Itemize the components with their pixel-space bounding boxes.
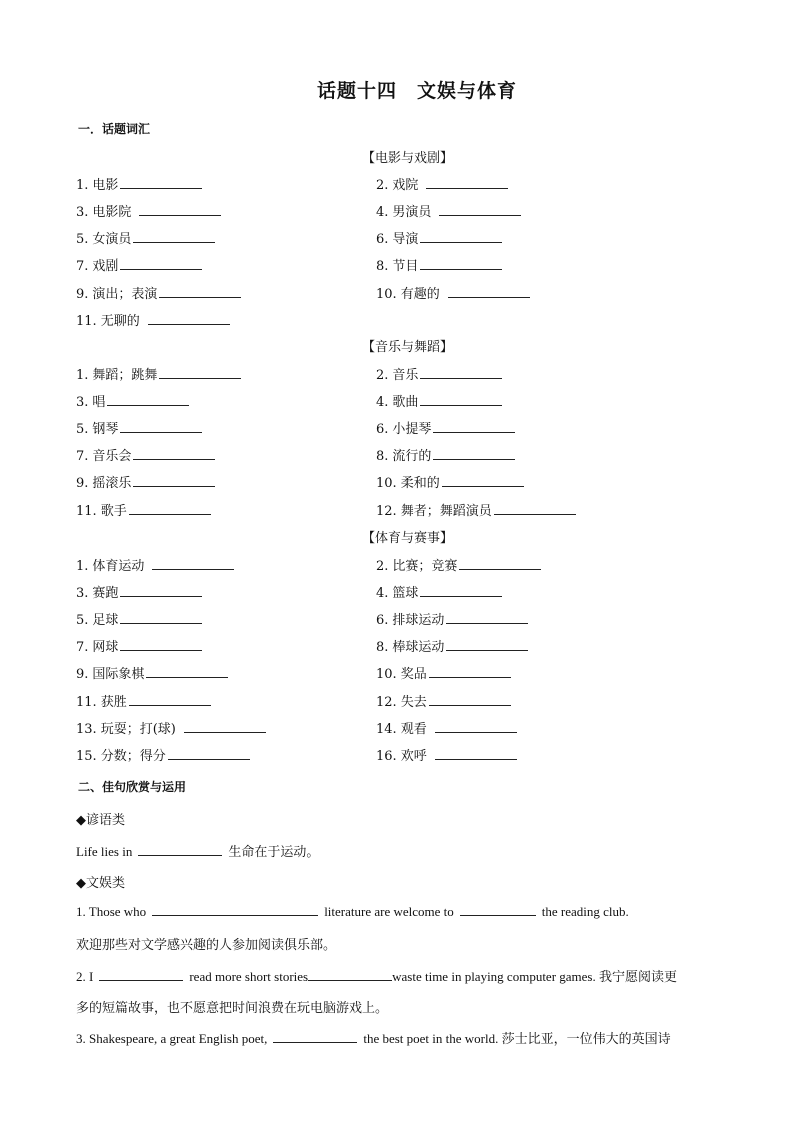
vocab-item: 5. 足球 <box>76 609 202 628</box>
answer-blank[interactable] <box>433 447 515 460</box>
answer-blank[interactable] <box>152 903 318 916</box>
answer-blank[interactable] <box>120 584 202 597</box>
answer-blank[interactable] <box>120 611 202 624</box>
answer-blank[interactable] <box>159 366 241 379</box>
answer-blank[interactable] <box>99 968 183 981</box>
vocab-item: 11. 歌手 <box>76 500 211 519</box>
answer-blank[interactable] <box>460 903 536 916</box>
vocab-item: 9. 演出；表演 <box>76 283 241 302</box>
vocab-item: 6. 小提琴 <box>376 418 515 437</box>
answer-blank[interactable] <box>446 611 528 624</box>
vocab-item: 1. 体育运动 <box>76 555 234 574</box>
vocab-item: 2. 比赛；竞赛 <box>376 555 541 574</box>
answer-blank[interactable] <box>146 665 228 678</box>
answer-blank[interactable] <box>129 502 211 515</box>
vocab-item: 3. 赛跑 <box>76 582 202 601</box>
answer-blank[interactable] <box>435 720 517 733</box>
answer-blank[interactable] <box>442 474 524 487</box>
answer-blank[interactable] <box>133 474 215 487</box>
answer-blank[interactable] <box>426 176 508 189</box>
vocab-item: 11. 获胜 <box>76 691 211 710</box>
vocab-item: 12. 舞者；舞蹈演员 <box>376 500 576 519</box>
answer-blank[interactable] <box>120 257 202 270</box>
vocab-item: 2. 戏院 <box>376 174 508 193</box>
answer-blank[interactable] <box>139 203 221 216</box>
section1-heading: 一．话题词汇 <box>78 122 151 136</box>
vocab-item: 13. 玩耍；打(球) <box>76 718 266 737</box>
answer-blank[interactable] <box>138 843 222 856</box>
sentence-2: 2. I read more short stories waste time in playing computer games. 我宁愿阅读更 <box>76 969 677 984</box>
answer-blank[interactable] <box>429 693 511 706</box>
answer-blank[interactable] <box>120 638 202 651</box>
vocab-item: 7. 戏剧 <box>76 255 202 274</box>
answer-blank[interactable] <box>133 447 215 460</box>
vocab-item: 2. 音乐 <box>376 364 502 383</box>
vocab-item: 3. 电影院 <box>76 201 221 220</box>
vocab-item: 1. 电影 <box>76 174 202 193</box>
sentence-2-translation: 多的短篇故事，也不愿意把时间浪费在玩电脑游戏上。 <box>76 1001 389 1016</box>
answer-blank[interactable] <box>152 557 234 570</box>
vocab-item: 14. 观看 <box>376 718 517 737</box>
answer-blank[interactable] <box>446 638 528 651</box>
answer-blank[interactable] <box>459 557 541 570</box>
answer-blank[interactable] <box>120 176 202 189</box>
vocab-item: 10. 柔和的 <box>376 472 524 491</box>
answer-blank[interactable] <box>129 693 211 706</box>
answer-blank[interactable] <box>273 1030 357 1043</box>
answer-blank[interactable] <box>420 366 502 379</box>
vocab-item: 5. 女演员 <box>76 228 215 247</box>
vocab-item: 8. 棒球运动 <box>376 636 528 655</box>
page-title: 话题十四 文娱与体育 <box>316 80 517 102</box>
culture-label: ◆文娱类 <box>76 876 125 891</box>
vocab-item: 5. 钢琴 <box>76 418 202 437</box>
answer-blank[interactable] <box>494 502 576 515</box>
answer-blank[interactable] <box>308 968 392 981</box>
vocab-item: 1. 舞蹈；跳舞 <box>76 364 241 383</box>
vocab-item: 10. 奖品 <box>376 663 511 682</box>
vocab-item: 9. 国际象棋 <box>76 663 228 682</box>
answer-blank[interactable] <box>420 584 502 597</box>
answer-blank[interactable] <box>433 420 515 433</box>
vocab-item: 4. 男演员 <box>376 201 521 220</box>
answer-blank[interactable] <box>159 285 241 298</box>
answer-blank[interactable] <box>435 747 517 760</box>
vocab-item: 6. 导演 <box>376 228 502 247</box>
answer-blank[interactable] <box>168 747 250 760</box>
answer-blank[interactable] <box>107 393 189 406</box>
answer-blank[interactable] <box>184 720 266 733</box>
answer-blank[interactable] <box>439 203 521 216</box>
proverb-label: ◆谚语类 <box>76 813 125 828</box>
answer-blank[interactable] <box>429 665 511 678</box>
category-heading-sports: 【体育与赛事】 <box>362 531 454 546</box>
vocab-item: 11. 无聊的 <box>76 310 230 329</box>
sentence-3: 3. Shakespeare, a great English poet, the best poet in the world. 莎士比亚，一位伟大的英国诗 <box>76 1031 671 1046</box>
vocab-item: 3. 唱 <box>76 391 189 410</box>
vocab-item: 4. 篮球 <box>376 582 502 601</box>
vocab-item: 10. 有趣的 <box>376 283 530 302</box>
category-heading-music: 【音乐与舞蹈】 <box>362 340 454 355</box>
answer-blank[interactable] <box>420 230 502 243</box>
sentence-1: 1. Those who literature are welcome to the reading club. <box>76 904 629 919</box>
vocab-item: 4. 歌曲 <box>376 391 502 410</box>
answer-blank[interactable] <box>133 230 215 243</box>
vocab-item: 7. 音乐会 <box>76 445 215 464</box>
answer-blank[interactable] <box>420 257 502 270</box>
vocab-item: 6. 排球运动 <box>376 609 528 628</box>
proverb-sentence: Life lies in 生命在于运动。 <box>76 844 320 860</box>
vocab-item: 9. 摇滚乐 <box>76 472 215 491</box>
category-heading-film: 【电影与戏剧】 <box>362 151 454 166</box>
vocab-item: 7. 网球 <box>76 636 202 655</box>
sentence-1-translation: 欢迎那些对文学感兴趣的人参加阅读俱乐部。 <box>76 938 337 953</box>
vocab-item: 12. 失去 <box>376 691 511 710</box>
answer-blank[interactable] <box>420 393 502 406</box>
vocab-item: 8. 流行的 <box>376 445 515 464</box>
vocab-item: 8. 节目 <box>376 255 502 274</box>
answer-blank[interactable] <box>148 312 230 325</box>
vocab-item: 16. 欢呼 <box>376 745 517 764</box>
answer-blank[interactable] <box>120 420 202 433</box>
vocab-item: 15. 分数；得分 <box>76 745 250 764</box>
section2-heading: 二、佳句欣赏与运用 <box>78 780 187 794</box>
answer-blank[interactable] <box>448 285 530 298</box>
